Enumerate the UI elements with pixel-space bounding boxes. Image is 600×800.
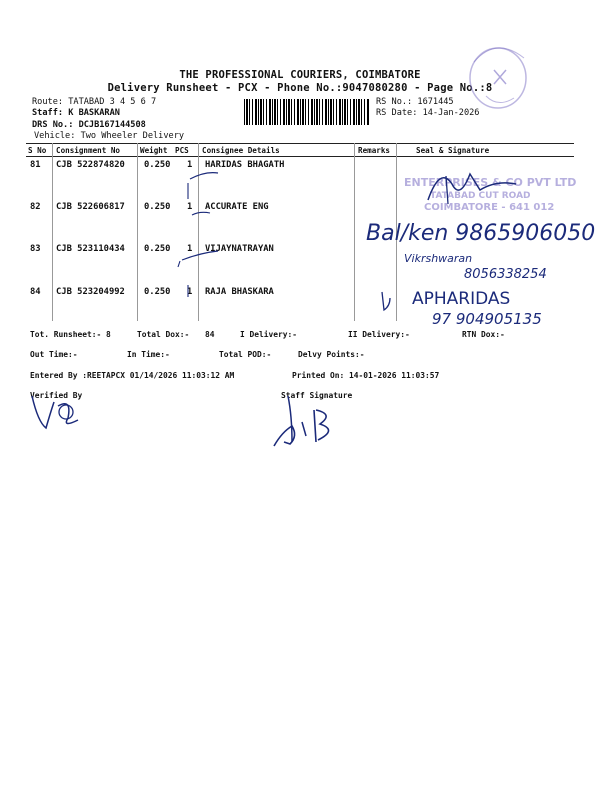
row-pcs: 1	[187, 202, 193, 212]
delvy-points: Delvy Points:-	[298, 350, 365, 359]
verified-by-label: Verified By	[30, 391, 83, 400]
rtn-dox: RTN Dox:-	[462, 330, 505, 339]
printed-on: Printed On: 14-01-2026 11:03:57	[292, 371, 440, 380]
rs-date: RS Date: 14-Jan-2026	[376, 108, 480, 118]
svg-text:ENTERPRISES & CO PVT LTD: ENTERPRISES & CO PVT LTD	[404, 176, 577, 189]
total-runsheet: Tot. Runsheet:- 8	[30, 330, 111, 339]
row-consignment: CJB 522874820	[56, 160, 125, 170]
runsheet-subtitle: Delivery Runsheet - PCX - Phone No.:9047080280 - Page No.:8	[107, 82, 493, 94]
stamp-city-text: COIMBATORE - 641 012	[424, 202, 555, 213]
row-consignee: RAJA BHASKARA	[205, 287, 274, 297]
verified-by-signature	[28, 392, 108, 436]
row-sno: 83	[30, 244, 41, 254]
total-dox-label: Total Dox:-	[137, 330, 190, 339]
col-sno: S No	[28, 146, 47, 155]
row-pcs: 1	[187, 244, 193, 254]
row-weight: 0.250	[144, 287, 171, 297]
svg-text:TATABAD CUT ROAD: TATABAD CUT ROAD	[430, 191, 531, 201]
row-pcs: 1	[187, 287, 193, 297]
row-consignee: VIJAYNATRAYAN	[205, 244, 274, 254]
total-pod: Total POD:-	[219, 350, 272, 359]
staff-info: Staff: K BASKARAN	[32, 108, 120, 118]
route-info: Route: TATABAD 3 4 5 6 7	[32, 97, 157, 107]
handwritten-note-row82	[364, 206, 600, 252]
in-time: In Time:-	[127, 350, 170, 359]
handwritten-note-row83	[396, 248, 596, 288]
row-consignment: CJB 523110434	[56, 244, 125, 254]
col-remarks: Remarks	[358, 146, 391, 155]
drs-info: DRS No.: DCJB167144508	[32, 120, 146, 130]
col-pcs: PCS	[175, 146, 189, 155]
svg-text:Vikrshwaran: Vikrshwaran	[404, 252, 473, 265]
svg-text:8056338254: 8056338254	[464, 267, 547, 282]
barcode	[244, 99, 370, 125]
row-consignment: CJB 523204992	[56, 287, 125, 297]
row-sno: 81	[30, 160, 41, 170]
total-dox-value: 84	[205, 330, 215, 339]
row-weight: 0.250	[144, 244, 171, 254]
company-title: THE PROFESSIONAL COURIERS, COIMBATORE	[179, 69, 421, 81]
handwritten-tick-marks	[170, 165, 250, 315]
row-sno: 84	[30, 287, 41, 297]
staff-signature-label: Staff Signature	[281, 391, 353, 400]
svg-text:Bal/ken 9865906050: Bal/ken 9865906050	[366, 221, 596, 246]
out-time: Out Time:-	[30, 350, 78, 359]
row-weight: 0.250	[144, 202, 171, 212]
row-consignee: HARIDAS BHAGATH	[205, 160, 285, 170]
row-weight: 0.250	[144, 160, 171, 170]
col-consignee: Consignee Details	[202, 146, 280, 155]
col-weight: Weight	[140, 146, 168, 155]
row-consignee: ACCURATE ENG	[205, 202, 269, 212]
col-seal: Seal & Signature	[416, 146, 490, 155]
svg-text:97 904905135: 97 904905135	[432, 310, 542, 328]
vehicle-info: Vehicle: Two Wheeler Delivery	[34, 131, 185, 141]
rs-number: RS No.: 1671445	[376, 97, 454, 107]
col-consignment: Consignment No	[56, 146, 121, 155]
row-pcs: 1	[187, 160, 193, 170]
staff-signature	[262, 392, 352, 452]
row-consignment: CJB 522606817	[56, 202, 125, 212]
svg-text:APHARIDAS: APHARIDAS	[412, 289, 511, 309]
i-delivery: I Delivery:-	[240, 330, 298, 339]
ii-delivery: II Delivery:-	[348, 330, 410, 339]
handwritten-note-row84	[376, 284, 600, 334]
entered-by: Entered By :REETAPCX 01/14/2026 11:03:12 AM	[30, 371, 235, 380]
row-sno: 82	[30, 202, 41, 212]
